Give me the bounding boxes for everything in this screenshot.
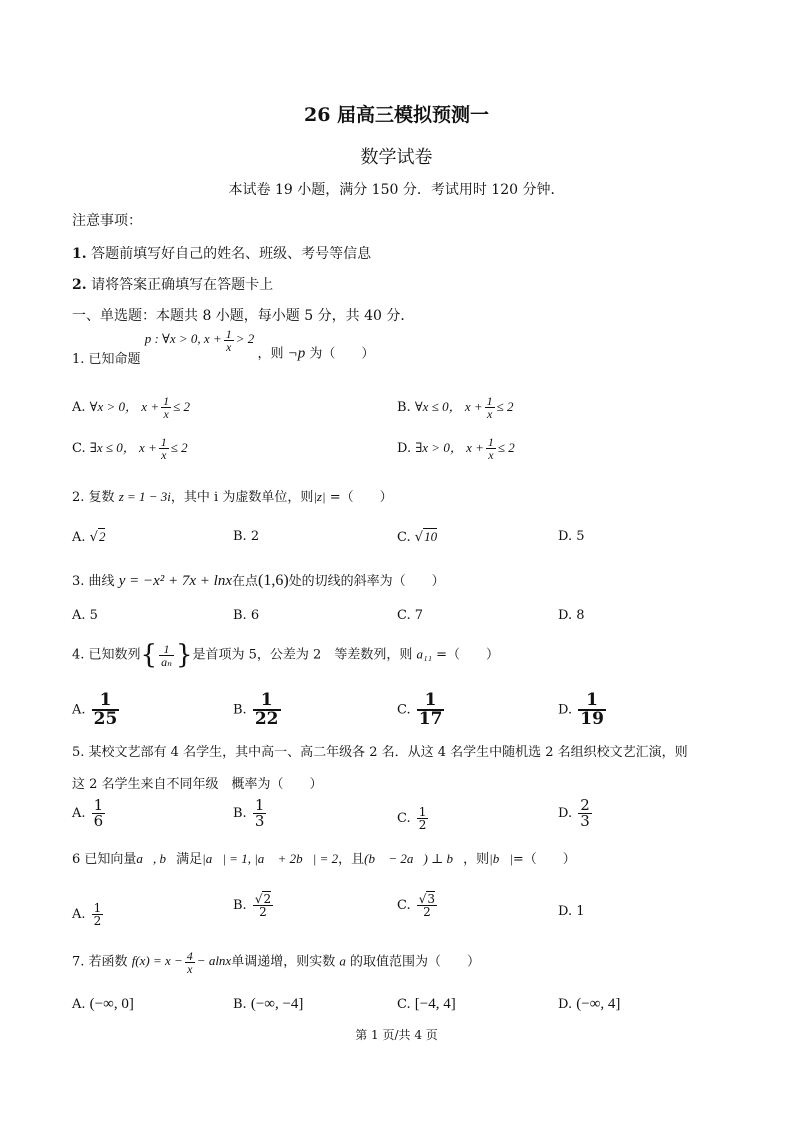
exam-meta: 本试卷 19 小题，满分 150 分．考试用时 120 分钟． xyxy=(228,182,565,198)
q4-option-a[interactable]: A. $\frac{1}{25}$ xyxy=(72,690,118,729)
q3-option-d[interactable]: D. 8 xyxy=(558,608,585,623)
q7-function: f(x) = x − $\frac{4}{x}$ − alnx xyxy=(131,949,232,976)
q1-option-a[interactable]: A. ∀x > 0， x + $\frac{1}{x}$ ≤ 2 xyxy=(72,394,190,421)
q1-proposition: p : ∀x > 0, x + $\frac{1}{x}$ > 2 xyxy=(144,327,255,354)
section-1-heading: 一、单选题：本题共 8 小题，每小题 5 分，共 40 分． xyxy=(72,308,415,324)
q5-option-d[interactable]: D. $\frac{2}{3}$ xyxy=(558,796,590,830)
q6-condition-1: |a⃗| = 1, |a⃗ + 2b⃗| = 2 xyxy=(202,851,339,866)
question-1: 1. 已知命题 p : ∀x > 0, x + $\frac{1}{x}$ > 2 ，则 ¬p 为（ ） xyxy=(72,327,375,367)
q6-option-d[interactable]: D. 1 xyxy=(558,904,585,919)
notes-item-1-text: 答题前填写好自己的姓名、班级、考号等信息 xyxy=(91,246,372,262)
exam-subtitle: 数学试卷 xyxy=(360,147,433,168)
q1-negation: ¬p xyxy=(287,345,306,362)
q4-option-d[interactable]: D. $\frac{1}{19}$ xyxy=(558,690,604,729)
q5-option-a[interactable]: A. $\frac{1}{6}$ xyxy=(72,796,104,830)
notes-item-2-number: 2. xyxy=(72,277,87,293)
q2-modulus: |z| xyxy=(313,489,326,504)
q7-param: a xyxy=(339,953,346,969)
question-2: 2. 复数 z = 1 − 3i，其中 i 为虚数单位，则|z| =（ ） xyxy=(72,489,393,505)
q3-option-c[interactable]: C. 7 xyxy=(397,608,424,623)
q2-option-c[interactable]: C. √10 xyxy=(397,529,438,545)
q6-option-b[interactable]: B. $\frac{√2}{2}$ xyxy=(233,892,272,919)
q3-curve: y = −x² + 7x + lnx xyxy=(118,573,232,589)
q2-complex: z = 1 − 3i xyxy=(118,489,171,504)
q4-a11: a₁₁ xyxy=(416,646,433,662)
q3-option-b[interactable]: B. 6 xyxy=(233,608,260,623)
q5-line-2: 这 2 名学生来自不同年级 概率为（ ） xyxy=(72,777,323,792)
q6-option-c[interactable]: C. $\frac{√3}{2}$ xyxy=(397,892,436,919)
q6-modulus: |b⃗| xyxy=(489,851,513,866)
q6-condition-2: (b⃗ − 2a⃗) ⊥ b⃗ xyxy=(364,851,464,866)
notes-heading: 注意事项： xyxy=(72,213,142,229)
q7-option-c[interactable]: C. [−4, 4] xyxy=(397,996,456,1012)
q1-option-c[interactable]: C. ∃x ≤ 0， x + $\frac{1}{x}$ ≤ 2 xyxy=(72,435,188,462)
q2-option-a[interactable]: A. √2 xyxy=(72,529,106,545)
q6-option-a[interactable]: A. $\frac{1}{2}$ xyxy=(72,901,102,928)
q5-option-b[interactable]: B. $\frac{1}{3}$ xyxy=(233,796,265,830)
q2-option-b[interactable]: B. 2 xyxy=(233,529,260,544)
question-4: 4. 已知数列{ $\frac{1}{\text{aₙ}}$ }是首项为 5，公差为 2 等差数列，则 a₁₁ =（ ） xyxy=(72,640,500,670)
q3-point: (1,6) xyxy=(258,572,289,589)
q2-option-d[interactable]: D. 5 xyxy=(558,529,585,544)
notes-item-2 xyxy=(72,274,273,294)
notes-item-2-text: 请将答案正确填写在答题卡上 xyxy=(91,277,274,293)
q1-option-d[interactable]: D. ∃x > 0， x + $\frac{1}{x}$ ≤ 2 xyxy=(397,435,515,462)
notes-item-1-number: 1. xyxy=(72,246,87,262)
exam-title: 26 届高三模拟预测一 xyxy=(303,104,490,126)
q5-line-1: 5. 某校文艺部有 4 名学生，其中高一、高二年级各 2 名．从这 4 名学生中随机选 2 名组织校文艺汇演，则 xyxy=(72,745,688,760)
q7-option-b[interactable]: B. (−∞, −4] xyxy=(233,996,304,1012)
q7-option-d[interactable]: D. (−∞, 4] xyxy=(558,996,621,1012)
q1-option-b[interactable]: B. ∀x ≤ 0， x + $\frac{1}{x}$ ≤ 2 xyxy=(397,394,514,421)
q3-option-a[interactable]: A. 5 xyxy=(72,608,98,623)
q4-option-c[interactable]: C. $\frac{1}{17}$ xyxy=(397,690,443,729)
notes-item-1 xyxy=(72,243,371,263)
q6-vectors: a⃗, b⃗ xyxy=(136,851,177,866)
q5-option-c[interactable]: C. $\frac{1}{2}$ xyxy=(397,805,427,832)
q4-sequence: $\frac{1}{\text{aₙ}}$ xyxy=(161,641,172,669)
q7-option-a[interactable]: A. (−∞, 0] xyxy=(72,996,134,1012)
question-3: 3. 曲线 y = −x² + 7x + lnx在点(1,6)处的切线的斜率为（ ） xyxy=(72,572,445,589)
q4-option-b[interactable]: B. $\frac{1}{22}$ xyxy=(233,690,279,729)
page-footer: 第 1 页/共 4 页 xyxy=(355,1028,438,1042)
q1-prefix: 1. 已知命题 xyxy=(72,352,141,367)
question-6: 6 已知向量a⃗, b⃗满足|a⃗| = 1, |a⃗ + 2b⃗| = 2，且(b⃗ − 2a⃗) ⊥ b⃗，则|b⃗|=（ ） xyxy=(72,851,576,867)
question-7: 7. 若函数 f(x) = x − $\frac{4}{x}$ − alnx单调递增，则实数 a 的取值范围为（ ） xyxy=(72,949,481,976)
